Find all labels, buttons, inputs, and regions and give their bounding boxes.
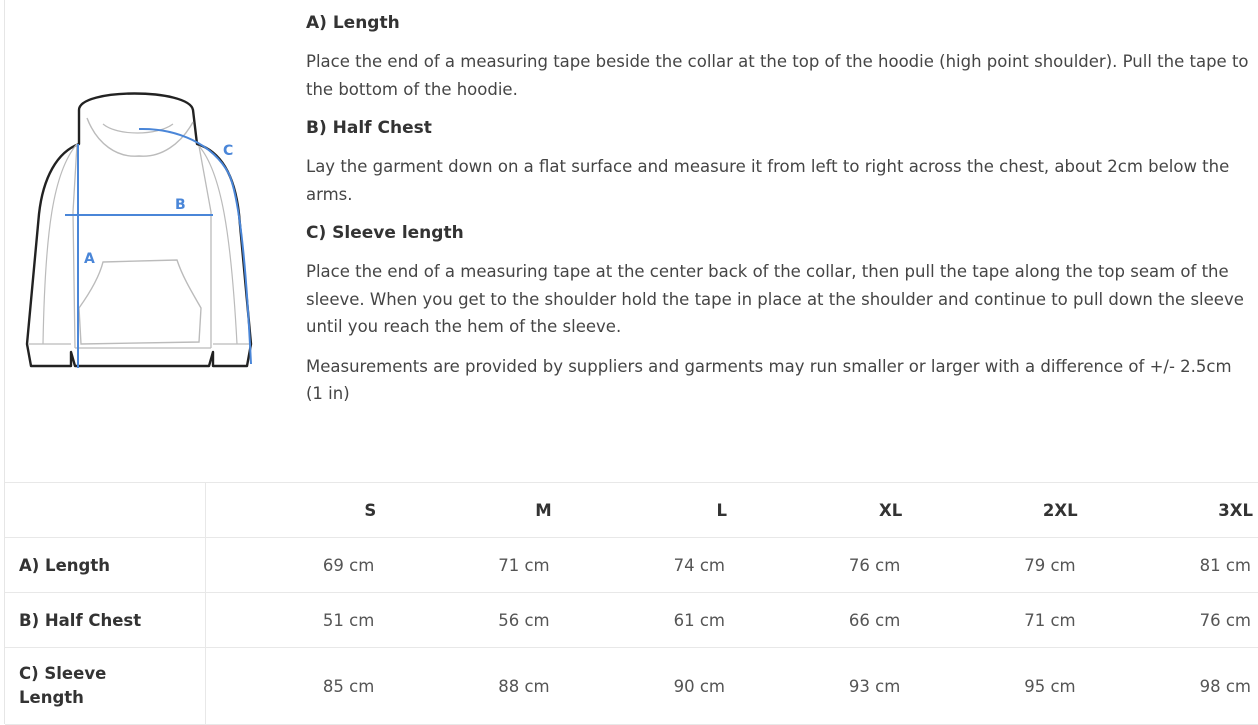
size-header-3xl: 3XL [1084,483,1258,538]
cell-chest-l: 61 cm [558,593,733,648]
size-guide [4,0,1258,724]
row-label-sleeve-length [5,648,206,725]
cell-chest-s: 51 cm [206,593,383,648]
label-b: B [175,197,186,213]
table-row-half-chest [5,593,1258,648]
section-text-length: Place the end of a measuring tape beside the collar at the top of the hoodie (high point shoulder). Pull the tape to the bottom of the hoodie. [306,52,1249,99]
label-c: C [223,143,234,159]
row-label-length: A) Length [5,538,206,593]
row-label-sleeve-line-1: C) Sleeve [19,664,107,683]
table-row-length [5,538,1258,593]
hoodie-outline [27,94,251,367]
cell-sleeve-2xl: 95 cm [908,648,1083,725]
cell-sleeve-s: 85 cm [206,648,383,725]
cell-length-m: 71 cm [382,538,557,593]
size-header-l: L [558,483,733,538]
cell-sleeve-l: 90 cm [558,648,733,725]
section-text-half-chest: Lay the garment down on a flat surface and measure it from left to right across the chest, about 2cm below the arms. [306,157,1230,204]
cell-chest-xl: 66 cm [733,593,908,648]
size-table [5,483,1258,725]
cell-length-3xl: 81 cm [1084,538,1258,593]
cell-chest-m: 56 cm [382,593,557,648]
size-header-s: S [206,483,383,538]
cell-chest-2xl: 71 cm [908,593,1083,648]
section-heading-length: A) Length [306,13,400,33]
label-a: A [84,251,95,267]
section-heading-half-chest: B) Half Chest [306,118,432,138]
size-header-xl: XL [733,483,908,538]
section-heading-sleeve-length: C) Sleeve length [306,223,464,243]
row-label-half-chest: B) Half Chest [5,593,206,648]
cell-length-l: 74 cm [558,538,733,593]
size-header-m: M [382,483,557,538]
measurement-note: Measurements are provided by suppliers and garments may run smaller or larger with a difference of +/- 2.5cm (1 in) [306,356,1232,403]
section-text-sleeve-length: Place the end of a measuring tape at the center back of the collar, then pull the tape along the top seam of the sleeve. When you get to the shoulder hold the tape in place at the shoulder and continue to pull down the sleeve until you reach the hem of the sleeve. [306,262,1244,336]
size-header-2xl: 2XL [908,483,1083,538]
table-row-sleeve-length [5,648,1258,725]
row-label-sleeve-line-2: Length [19,688,84,707]
cell-chest-3xl: 76 cm [1084,593,1258,648]
size-header-row [5,483,1258,538]
cell-sleeve-xl: 93 cm [733,648,908,725]
cell-length-2xl: 79 cm [908,538,1083,593]
cell-length-xl: 76 cm [733,538,908,593]
cell-sleeve-m: 88 cm [382,648,557,725]
hoodie-illustration [17,82,257,382]
measurement-instructions [306,10,1251,420]
cell-sleeve-3xl: 98 cm [1084,648,1258,725]
size-table-corner [5,483,206,538]
hoodie-measurement-diagram [17,82,257,382]
cell-length-s: 69 cm [206,538,383,593]
